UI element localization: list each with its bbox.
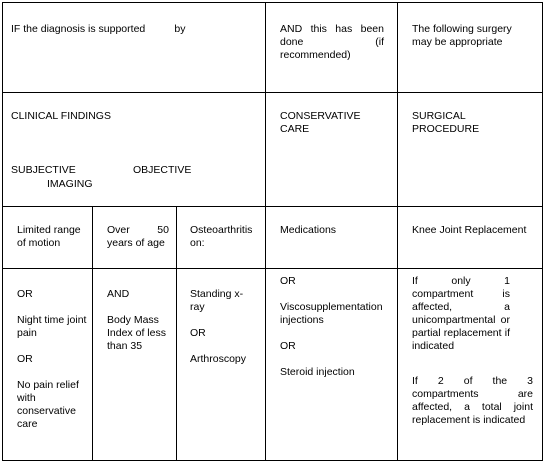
surgical-procedure-heading: SURGICAL PROCEDURE bbox=[412, 110, 480, 135]
operator-and: AND bbox=[107, 288, 130, 300]
xray-criterion: Standing x-ray bbox=[190, 288, 244, 313]
clinical-findings-heading: CLINICAL FINDINGS bbox=[11, 110, 111, 122]
conservative-details bbox=[280, 275, 392, 379]
column-divider bbox=[265, 3, 266, 460]
surgical-details bbox=[412, 275, 510, 366]
total-replacement-indication: If 2 of the 3 compartments are affected, a total joint replacement is indicated bbox=[412, 375, 533, 426]
operator-or: OR bbox=[17, 353, 33, 365]
row-divider bbox=[3, 268, 542, 269]
imaging-heading: IMAGING bbox=[47, 178, 93, 190]
arthroscopy-criterion: Arthroscopy bbox=[190, 353, 247, 365]
bmi-criterion: Body Mass Index of less than 35 bbox=[107, 314, 166, 352]
operator-or: OR bbox=[17, 288, 33, 300]
header-diagnosis: IF the diagnosis is supported by bbox=[11, 23, 186, 35]
operator-or: OR bbox=[190, 327, 206, 339]
objective-heading: OBJECTIVE bbox=[133, 164, 192, 176]
viscosupplementation-option: Viscosupplementation injections bbox=[280, 301, 383, 326]
conservative-criterion: Medications bbox=[280, 224, 337, 236]
subjective-heading: SUBJECTIVE bbox=[11, 164, 76, 176]
objective-criterion: Over 50 years of age bbox=[107, 224, 169, 249]
operator-or: OR bbox=[280, 340, 296, 352]
unicompartmental-indication: If only 1 compartment is affected, a unicompartmental or partial replacement if indicated bbox=[412, 275, 510, 352]
steroid-injection-option: Steroid injection bbox=[280, 366, 355, 378]
imaging-criterion: Osteoarthritis on: bbox=[190, 224, 253, 249]
operator-or: OR bbox=[280, 275, 296, 287]
header-surgery: The following surgery may be appropriate bbox=[412, 23, 512, 48]
surgical-criterion: Knee Joint Replacement bbox=[412, 224, 527, 236]
column-divider bbox=[176, 206, 177, 460]
surgery-criteria-table bbox=[2, 2, 543, 461]
conservative-care-heading: CONSERVATIVE CARE bbox=[280, 110, 361, 135]
no-pain-relief-criterion: No pain relief with conservative care bbox=[17, 379, 79, 430]
row-divider bbox=[3, 92, 542, 93]
row-divider bbox=[3, 206, 542, 207]
column-divider bbox=[92, 206, 93, 460]
night-pain-criterion: Night time joint pain bbox=[17, 314, 87, 339]
subjective-details bbox=[17, 288, 87, 431]
objective-details bbox=[107, 288, 173, 353]
subjective-criterion: Limited range of motion bbox=[17, 224, 81, 249]
column-divider bbox=[397, 3, 398, 460]
header-conservative: AND this has been done (if recommended) bbox=[280, 23, 384, 61]
imaging-details bbox=[190, 288, 252, 366]
